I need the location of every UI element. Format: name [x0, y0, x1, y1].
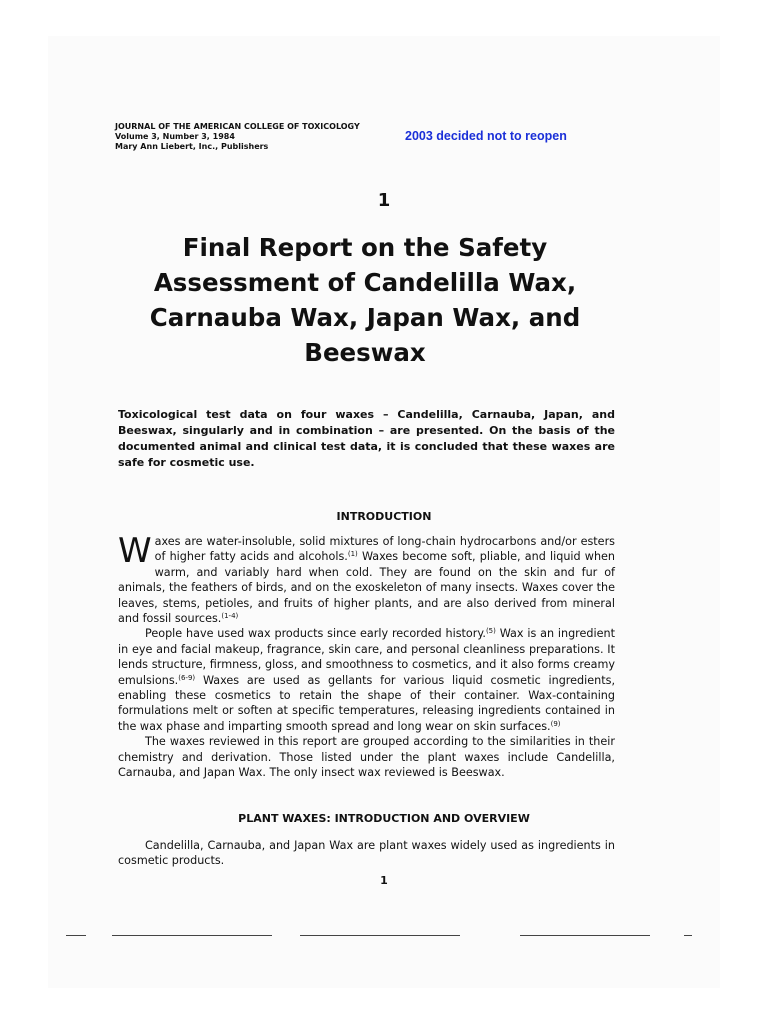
introduction-paragraph-3: The waxes reviewed in this report are grouped according to the similarities in their chemistry and derivation. Those listed under the plant waxes include Candelilla, Carnauba, and Japan Wax. The only insect wax reviewed is Beeswax.: [118, 735, 615, 780]
plant-waxes-paragraph-1: Candelilla, Carnauba, and Japan Wax are plant waxes widely used as ingredients in cosmetic products.: [118, 839, 615, 868]
reference: (6-9): [178, 673, 196, 682]
scan-artifact-line: [300, 935, 460, 936]
journal-header: [115, 122, 360, 152]
scan-artifact-line: [684, 935, 692, 936]
reference: (1-4): [221, 612, 239, 621]
scan-artifact-line: [112, 935, 272, 936]
chapter-number: 1: [377, 190, 391, 211]
reference: (1): [347, 550, 358, 559]
reference: (9): [550, 719, 561, 728]
drop-cap: W: [118, 531, 152, 571]
journal-volume: Volume 3, Number 3, 1984: [115, 132, 235, 141]
reference: (5): [485, 627, 496, 636]
introduction-paragraph-2: People have used wax products since early recorded history.$^{(5)}$ Wax is an ingredient in eye and facial makeup, fragrance, skin care, and personal cleanliness preparations. It lends structure, firmness, gloss, and smoothness to cosmetics, and it also forms creamy emulsions.$^{(6-9)}$ Waxes are used as gellants for various liquid cosmetic ingredients, enabling these cosmetics to retain the shape of their container. Wax-containing formulations melt or soften at specific temperatures, releasing ingredients contained in the wax phase and imparting smooth spread and long wear on skin surfaces.$^{(9)}$: [118, 627, 615, 733]
introduction-body: [118, 531, 616, 781]
introduction-paragraph-1: Waxes are water-insoluble, solid mixtures of long-chain hydrocarbons and/or esters of higher fatty acids and alcohols.$^{(1)}$ Waxes become soft, pliable, and liquid when warm, and variably hard when cold. They are found on the skin and fur of animals, the feathers of birds, and on the exoskeleton of many insects. Waxes cover the leaves, stems, petioles, and fruits of higher plants, and are also derived from mineral and fossil sources.$^{(1-4)}$: [118, 531, 616, 626]
journal-name: JOURNAL OF THE AMERICAN COLLEGE OF TOXICOLOGY: [115, 122, 360, 131]
scan-artifact-line: [66, 935, 86, 936]
review-status-stamp: 2003 decided not to reopen: [405, 129, 567, 143]
abstract: Toxicological test data on four waxes – Candelilla, Carnauba, Japan, and Beeswax, singularly and in combination – are presented. On the basis of the documented animal and clinical test data, it is concluded that these waxes are safe for cosmetic use.: [118, 408, 615, 469]
journal-publisher: Mary Ann Liebert, Inc., Publishers: [115, 142, 269, 151]
introduction-heading: INTRODUCTION: [336, 510, 432, 523]
report-title: Final Report on the Safety Assessment of Candelilla Wax, Carnauba Wax, Japan Wax, and Beeswax: [149, 233, 581, 367]
scan-artifact-line: [520, 935, 650, 936]
page-number: 1: [380, 874, 388, 887]
plant-waxes-body: [118, 838, 615, 869]
plant-waxes-heading: PLANT WAXES: INTRODUCTION AND OVERVIEW: [238, 812, 530, 825]
